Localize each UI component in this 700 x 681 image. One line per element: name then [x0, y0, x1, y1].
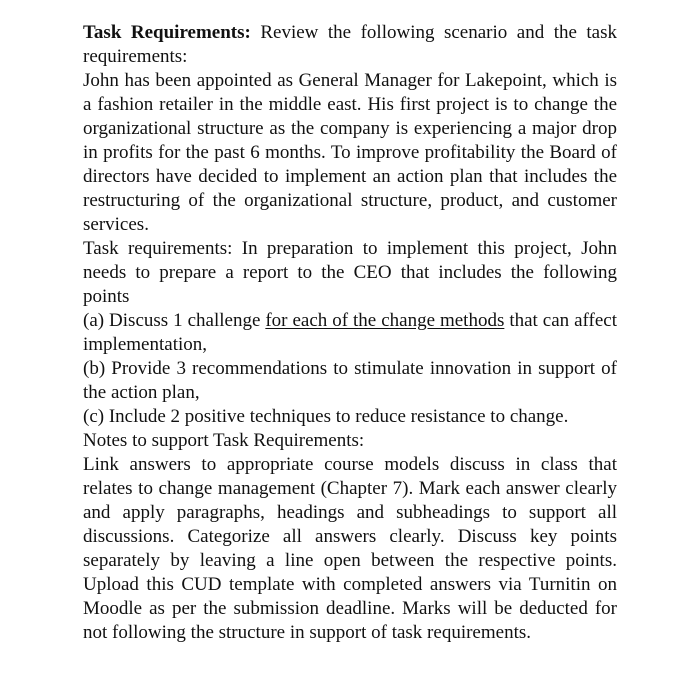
point-b: (b) Provide 3 recommendations to stimulate innovation in support of the action plan, [83, 358, 617, 403]
task-requirements-label: Task Requirements: [83, 22, 251, 43]
point-c: (c) Include 2 positive techniques to reduce resistance to change. [83, 406, 569, 427]
point-a-before: (a) Discuss 1 challenge [83, 310, 266, 331]
heading-paragraph [83, 21, 617, 69]
heading-text: Review the following scenario and the task requirements: [83, 22, 618, 67]
point-a-underlined: for each of the change methods [265, 310, 505, 331]
scenario-paragraph: John has been appointed as General Manager for Lakepoint, which is a fashion retailer in the middle east. His first project is to change the organizational structure as the company is experiencing a major drop in profits for the past 6 months. To improve profitability the Board of directors have decided to implement an action plan that includes the restructuring of the organizational structure, product, and customer services. [83, 70, 617, 235]
point-a [83, 309, 617, 357]
point-a-after: that can affect implementation, [83, 310, 617, 355]
notes-body: Link answers to appropriate course models discuss in class that relates to change management (Chapter 7). Mark each answer clearly and apply paragraphs, headings and subheadings to support all discussions. Categorize all answers clearly. Discuss key points separately by leaving a line open between the respective points. Upload this CUD template with completed answers via Turnitin on Moodle as per the submission deadline. Marks will be deducted for not following the structure in support of task requirements. [83, 454, 617, 643]
notes-heading: Notes to support Task Requirements: [83, 430, 365, 451]
task-document [83, 21, 617, 645]
task-intro-paragraph: Task requirements: In preparation to implement this project, John needs to prepare a report to the CEO that includes the following points [83, 238, 617, 307]
